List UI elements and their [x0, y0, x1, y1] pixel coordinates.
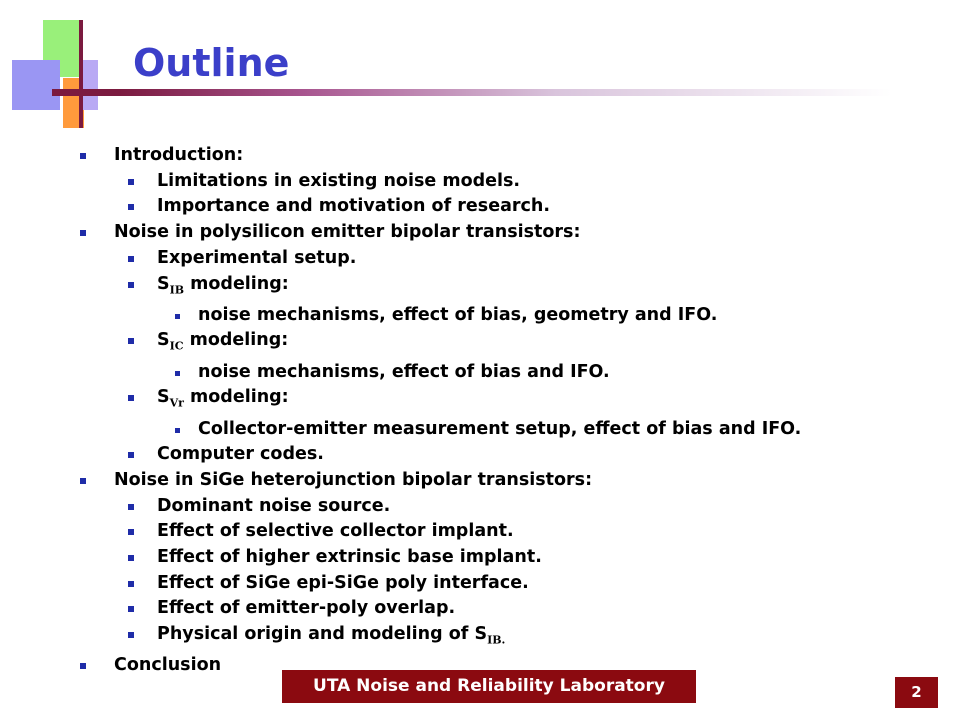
list-item — [0, 246, 900, 272]
bullet-icon — [128, 504, 134, 510]
list-item — [0, 303, 900, 329]
item-text: Limitations in existing noise models. — [157, 170, 521, 191]
item-text: Effect of higher extrinsic base implant. — [157, 547, 542, 568]
title-underline — [52, 89, 892, 96]
list-item — [0, 571, 900, 597]
bullet-icon — [128, 606, 134, 612]
list-item — [0, 622, 900, 653]
subscript: IB. — [487, 633, 506, 647]
bullet-icon — [80, 230, 86, 236]
item-text: noise mechanisms, effect of bias and IFO. — [198, 361, 610, 382]
bullet-icon — [175, 314, 180, 319]
bullet-icon — [128, 256, 134, 262]
subscript: IB — [169, 283, 185, 297]
subscript: Vr — [169, 396, 184, 410]
bullet-icon — [128, 632, 134, 638]
item-text: S — [157, 330, 170, 351]
outline-list — [0, 143, 900, 679]
list-item — [0, 468, 900, 494]
item-text: Noise in SiGe heterojunction bipolar transistors: — [114, 469, 593, 490]
bullet-icon — [128, 581, 134, 587]
bullet-icon — [175, 371, 180, 376]
bullet-icon — [80, 663, 86, 669]
bullet-icon — [128, 529, 134, 535]
list-item — [0, 220, 900, 246]
item-text: noise mechanisms, effect of bias, geometry and IFO. — [198, 304, 718, 325]
slide-title: Outline — [133, 41, 290, 85]
item-text: Computer codes. — [157, 444, 324, 465]
deco-vertical-line — [79, 20, 83, 128]
bullet-icon — [175, 428, 180, 433]
item-text: Collector-emitter measurement setup, effect of bias and IFO. — [198, 418, 802, 439]
deco-square-purple — [12, 60, 60, 110]
bullet-icon — [128, 282, 134, 288]
list-item — [0, 519, 900, 545]
list-item — [0, 596, 900, 622]
item-text: Introduction: — [114, 145, 244, 165]
bullet-icon — [80, 478, 86, 484]
list-item — [0, 545, 900, 571]
item-text: Noise in polysilicon emitter bipolar transistors: — [114, 222, 581, 243]
item-text: Effect of selective collector implant. — [157, 521, 514, 542]
list-item — [0, 328, 900, 359]
bullet-icon — [128, 179, 134, 185]
deco-square-lilac — [82, 60, 98, 110]
bullet-icon — [128, 452, 134, 458]
item-text: Conclusion — [114, 655, 222, 676]
list-item — [0, 194, 900, 220]
list-item — [0, 360, 900, 386]
footer-lab-name: UTA Noise and Reliability Laboratory — [282, 670, 696, 703]
item-text: S — [157, 387, 170, 408]
item-text: Effect of SiGe epi-SiGe poly interface. — [157, 572, 529, 593]
list-item — [0, 143, 900, 169]
list-item — [0, 272, 900, 303]
list-item — [0, 442, 900, 468]
item-text: Importance and motivation of research. — [157, 196, 550, 217]
subscript: IC — [169, 339, 184, 353]
item-text: Effect of emitter-poly overlap. — [157, 598, 456, 619]
list-item — [0, 385, 900, 416]
list-item — [0, 417, 900, 443]
item-text: S — [157, 273, 170, 294]
list-item — [0, 494, 900, 520]
item-text: Physical origin and modeling of S — [157, 624, 488, 645]
bullet-icon — [80, 153, 86, 159]
page-number: 2 — [895, 677, 938, 708]
bullet-icon — [128, 204, 134, 210]
item-text: modeling: — [184, 273, 289, 294]
item-text: Experimental setup. — [157, 247, 357, 268]
list-item — [0, 169, 900, 195]
item-text: modeling: — [183, 330, 289, 351]
bullet-icon — [128, 395, 134, 401]
bullet-icon — [128, 338, 134, 344]
item-text: Dominant noise source. — [157, 495, 391, 516]
item-text: modeling: — [183, 387, 289, 408]
bullet-icon — [128, 555, 134, 561]
